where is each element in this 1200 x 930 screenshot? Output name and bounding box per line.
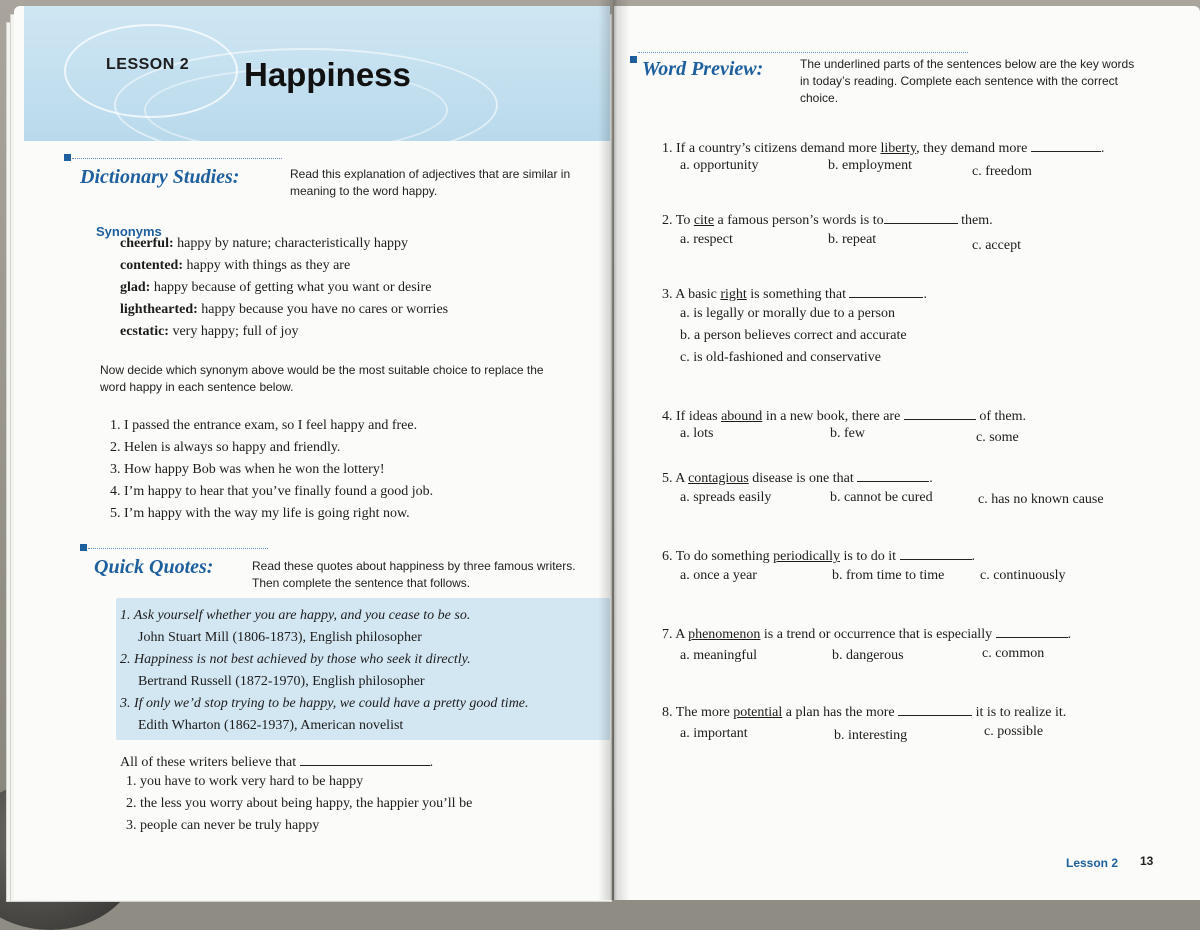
practice-sentence: 2. Helen is always so happy and friendly. <box>110 440 341 455</box>
key-word: right <box>720 287 747 302</box>
word-preview-instruction: The underlined parts of the sentences below are the key words in today’s reading. Complete each sentence with the correct choice. <box>800 57 1135 105</box>
synonym-entry: cheerful: happy by nature; characteristically happy <box>120 236 409 251</box>
choice[interactable]: b. a person believes correct and accurate <box>680 328 907 343</box>
choice[interactable]: a. opportunity <box>680 158 759 173</box>
choice[interactable]: c. common <box>982 646 1045 661</box>
choice[interactable]: c. continuously <box>980 568 1066 583</box>
dictionary-studies-heading: Dictionary Studies: <box>80 166 240 188</box>
synonym-entry: contented: happy with things as they are <box>120 258 351 273</box>
lesson-number: LESSON 2 <box>106 56 190 73</box>
answer-blank[interactable] <box>300 752 430 766</box>
quote-text: 2. Happiness is not best achieved by those who seek it directly. <box>120 652 471 667</box>
choice[interactable]: b. cannot be cured <box>830 490 933 505</box>
quote-author: John Stuart Mill (1806-1873), English philosopher <box>138 630 422 645</box>
practice-sentence: 1. I passed the entrance exam, so I feel happy and free. <box>110 418 418 433</box>
quote-text: 3. If only we’d stop trying to be happy, we could have a pretty good time. <box>120 696 529 711</box>
choice[interactable]: a. respect <box>680 232 733 247</box>
choice[interactable]: c. some <box>976 430 1019 445</box>
choice[interactable]: c. accept <box>972 238 1021 253</box>
question-stem: 2. To cite a famous person’s words is to them. <box>662 210 993 229</box>
synonyms-heading: Synonyms <box>96 224 162 239</box>
answer-blank[interactable] <box>904 406 976 420</box>
answer-blank[interactable] <box>900 546 972 560</box>
quotes-option: 3. people can never be truly happy <box>126 818 320 833</box>
section-marker-icon <box>64 154 71 161</box>
quick-quotes-heading: Quick Quotes: <box>94 556 214 578</box>
key-word: abound <box>721 409 763 424</box>
synonym-entry: lighthearted: happy because you have no cares or worries <box>120 302 449 317</box>
question-stem: 1. If a country’s citizens demand more liberty, they demand more . <box>662 138 1104 157</box>
book-gutter-shadow <box>598 0 630 900</box>
choice[interactable]: a. once a year <box>680 568 757 583</box>
practice-sentence: 3. How happy Bob was when he won the lottery! <box>110 462 385 477</box>
choice[interactable]: c. has no known cause <box>978 492 1104 507</box>
quotes-instruction: Read these quotes about happiness by three famous writers. Then complete the sentence that follows. <box>252 559 576 590</box>
question-stem: 5. A contagious disease is one that . <box>662 468 933 487</box>
choice[interactable]: b. few <box>830 426 865 441</box>
choice[interactable]: a. spreads easily <box>680 490 772 505</box>
choice[interactable]: b. employment <box>828 158 912 173</box>
left-page <box>14 6 610 900</box>
quote-author: Bertrand Russell (1872-1970), English philosopher <box>138 674 425 689</box>
synonym-task-instruction: Now decide which synonym above would be the most suitable choice to replace the word happy in each sentence below. <box>100 363 544 394</box>
answer-blank[interactable] <box>849 284 923 298</box>
quotes-option: 2. the less you worry about being happy, the happier you’ll be <box>126 796 473 811</box>
footer-lesson-label: Lesson 2 <box>1066 856 1119 870</box>
choice[interactable]: b. interesting <box>834 728 908 743</box>
choice[interactable]: c. freedom <box>972 164 1032 179</box>
answer-blank[interactable] <box>996 624 1068 638</box>
question-stem: 6. To do something periodically is to do it . <box>662 546 975 565</box>
dictionary-instruction: Read this explanation of adjectives that are similar in meaning to the word happy. <box>290 167 571 198</box>
key-word: contagious <box>688 471 749 486</box>
answer-blank[interactable] <box>1031 138 1101 152</box>
section-rule <box>88 548 268 549</box>
answer-blank[interactable] <box>898 702 972 716</box>
synonym-entry: ecstatic: very happy; full of joy <box>120 324 299 339</box>
choice[interactable]: a. is legally or morally due to a person <box>680 306 895 321</box>
page-number: 13 <box>1140 854 1154 868</box>
key-word: potential <box>733 705 783 720</box>
choice[interactable]: b. dangerous <box>832 648 904 663</box>
question-stem: 3. A basic right is something that . <box>662 284 927 303</box>
answer-blank[interactable] <box>884 210 958 224</box>
practice-sentence: 5. I’m happy with the way my life is going right now. <box>110 506 410 521</box>
word-preview-heading: Word Preview: <box>642 58 764 80</box>
choice[interactable]: b. repeat <box>828 232 877 247</box>
question-stem: 8. The more potential a plan has the more it is to realize it. <box>662 702 1066 721</box>
lesson-title: Happiness <box>244 56 411 93</box>
key-word: liberty <box>880 141 917 156</box>
choice[interactable]: a. lots <box>680 426 714 441</box>
choice[interactable]: a. meaningful <box>680 648 757 663</box>
choice[interactable]: c. possible <box>984 724 1044 739</box>
key-word: phenomenon <box>688 627 761 642</box>
question-stem: 7. A phenomenon is a trend or occurrence that is especially . <box>662 624 1071 643</box>
choice[interactable]: a. important <box>680 726 748 741</box>
answer-blank[interactable] <box>857 468 929 482</box>
quote-text: 1. Ask yourself whether you are happy, and you cease to be so. <box>120 608 471 623</box>
quote-author: Edith Wharton (1862-1937), American novelist <box>138 718 404 733</box>
key-word: cite <box>693 213 715 228</box>
practice-sentence: 4. I’m happy to hear that you’ve finally found a good job. <box>110 484 434 499</box>
question-stem: 4. If ideas abound in a new book, there are of them. <box>662 406 1026 425</box>
key-word: periodically <box>773 549 841 564</box>
quotes-prompt: All of these writers believe that . <box>120 752 433 771</box>
choice[interactable]: b. from time to time <box>832 568 945 583</box>
section-marker-icon <box>630 56 637 63</box>
section-rule <box>72 158 282 159</box>
quotes-option: 1. you have to work very hard to be happy <box>126 774 364 789</box>
section-marker-icon <box>80 544 87 551</box>
choice[interactable]: c. is old-fashioned and conservative <box>680 350 881 365</box>
right-page <box>614 6 1200 900</box>
synonym-entry: glad: happy because of getting what you want or desire <box>120 280 432 295</box>
section-rule <box>638 52 968 53</box>
